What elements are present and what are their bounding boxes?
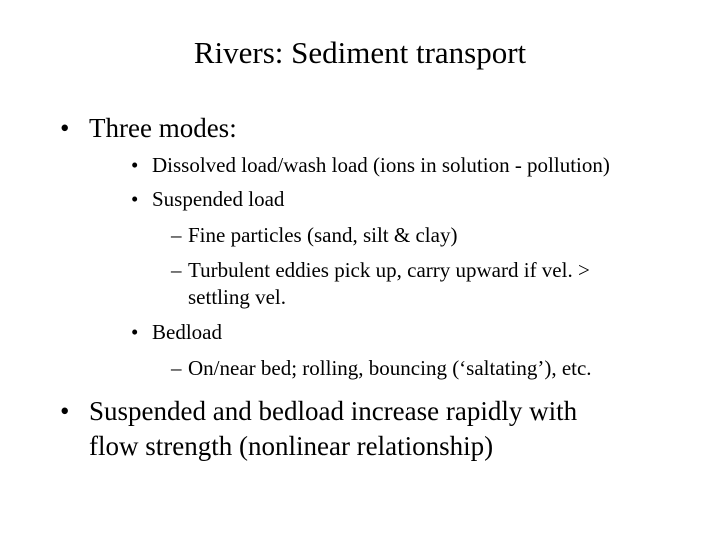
bullet-marker: • xyxy=(60,113,70,143)
bullet-suspended-load: Suspended load xyxy=(152,187,285,211)
subbullet-on-near-bed: On/near bed; rolling, bouncing (‘saltating’), etc. xyxy=(188,356,592,380)
bullet-three-modes: Three modes: xyxy=(89,113,237,143)
subbullet-turbulent-eddies: Turbulent eddies pick up, carry upward if vel. > xyxy=(188,258,590,282)
bullet-marker: • xyxy=(60,396,70,426)
bullet-bedload: Bedload xyxy=(152,320,222,344)
dash-marker: – xyxy=(171,356,182,380)
bullet-marker: • xyxy=(131,187,139,211)
bullet-marker: • xyxy=(131,153,139,177)
dash-marker: – xyxy=(171,223,182,247)
dash-marker: – xyxy=(171,258,182,282)
slide-title: Rivers: Sediment transport xyxy=(193,35,527,70)
bullet-suspended-and-bedload: Suspended and bedload increase rapidly with xyxy=(89,396,578,426)
subbullet-turbulent-eddies-cont: settling vel. xyxy=(188,285,286,309)
bullet-dissolved-load: Dissolved load/wash load (ions in solution - pollution) xyxy=(152,153,610,177)
bullet-suspended-and-bedload-cont: flow strength (nonlinear relationship) xyxy=(89,431,494,461)
bullet-marker: • xyxy=(131,320,139,344)
subbullet-fine-particles: Fine particles (sand, silt & clay) xyxy=(188,223,458,247)
